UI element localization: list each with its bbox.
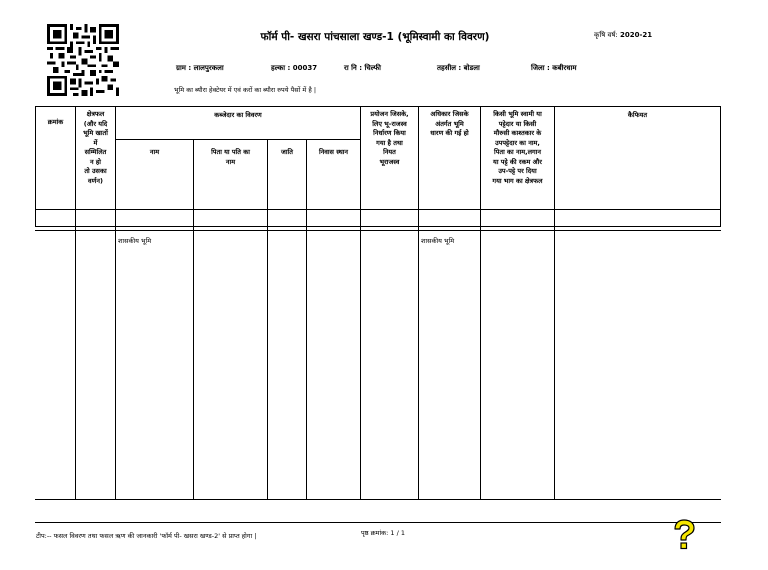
col-header-line: में bbox=[93, 138, 98, 147]
col-header-line: गया है तथा bbox=[376, 138, 403, 147]
col-header-father-name bbox=[194, 148, 267, 167]
col-header-line: लिए भू-राजस्व bbox=[372, 119, 407, 128]
table-col-line bbox=[115, 106, 116, 500]
col-header-area bbox=[76, 110, 115, 186]
col-header-line: निर्धारण किया bbox=[373, 129, 406, 137]
col-header-line: प्रयोजन जिसके, bbox=[370, 110, 409, 118]
page-number: पृष्ठ क्रमांक: 1 / 1 bbox=[361, 529, 405, 537]
table-header-bottom bbox=[35, 209, 721, 210]
col-header-line: उपपट्टेदार का नाम, bbox=[495, 138, 540, 147]
col-header-right-held bbox=[419, 110, 480, 139]
col-header-name: नाम bbox=[149, 148, 160, 156]
col-header-line: किसी भूमि स्वामी या bbox=[493, 110, 542, 118]
col-header-purpose bbox=[361, 110, 418, 167]
table-row-line bbox=[35, 230, 721, 231]
col-header-occupant-group: कब्जेदार का विवरण bbox=[214, 111, 262, 119]
col-header-line: सम्मिलित bbox=[84, 148, 107, 156]
col-header-line: मौरुसी काश्तकार के bbox=[493, 129, 542, 137]
col-header-line: या पट्टे की रकम और bbox=[493, 157, 542, 166]
village-field: ग्राम : लालपुरकला bbox=[176, 64, 224, 72]
col-header-line: गया भाग का क्षेत्रफल bbox=[492, 176, 543, 185]
col-header-line: धारण की गई हो bbox=[430, 129, 469, 137]
revenue-inspector-field: रा नि : चिल्फी bbox=[344, 64, 381, 72]
table-col-line bbox=[720, 106, 721, 226]
halka-field: हल्का : 00037 bbox=[271, 64, 318, 72]
table-subheader-line bbox=[115, 139, 360, 140]
table-col-line bbox=[418, 106, 419, 500]
col-header-line: पिता का नाम,लगान bbox=[494, 148, 541, 156]
table-col-line bbox=[554, 106, 555, 500]
unit-note: भूमि का ब्यौरा हेक्टेयर में एवं करों का ब्यौरा रुपये पैसों में है | bbox=[174, 86, 317, 94]
tahsil-field: तहसील : बोडला bbox=[437, 64, 480, 72]
col-header-serial: क्रमांक bbox=[47, 118, 64, 126]
table-col-line bbox=[267, 139, 268, 500]
col-header-line: अधिकार जिसके bbox=[430, 110, 469, 118]
row1-name-cell: शासकीय भूमि bbox=[118, 237, 152, 245]
col-header-caste: जाति bbox=[281, 148, 293, 156]
table-col-line bbox=[193, 139, 194, 500]
form-title: फॉर्म पी- खसरा पांचसाला खण्ड-1 (भूमिस्वामी का विवरण) bbox=[260, 31, 490, 43]
agri-year bbox=[594, 31, 652, 40]
col-header-line: उप-पट्टे पर दिया bbox=[498, 167, 537, 175]
col-header-line: नियत bbox=[383, 148, 396, 156]
col-header-tenant-details bbox=[481, 110, 554, 186]
row1-right-held-cell: शासकीय भूमि bbox=[421, 237, 455, 245]
col-header-remarks: कैफियत bbox=[627, 111, 648, 119]
col-header-line: भूमि खातों bbox=[83, 129, 108, 137]
table-col-line bbox=[306, 139, 307, 500]
footer-divider bbox=[35, 522, 721, 523]
col-header-line: तो उसका bbox=[84, 167, 107, 175]
col-header-line: भूराजस्व bbox=[379, 157, 400, 166]
col-header-line: न हो bbox=[89, 157, 101, 166]
col-header-line: क्षेत्रफल bbox=[86, 110, 105, 118]
help-icon[interactable] bbox=[671, 519, 697, 551]
table-border-top bbox=[35, 106, 721, 107]
table-border-bottom bbox=[35, 499, 721, 500]
col-header-line: वर्णन) bbox=[88, 176, 103, 185]
agri-year-value: 2020-21 bbox=[620, 31, 653, 39]
table-row-line bbox=[35, 226, 721, 227]
col-header-line: पिता या पति का bbox=[211, 148, 250, 156]
col-header-line: पट्टेदार या किसी bbox=[498, 119, 537, 128]
col-header-line: अंतर्गत भूमि bbox=[435, 119, 464, 128]
col-header-residence: निवास स्थान bbox=[318, 148, 349, 156]
agri-year-label: कृषि वर्ष: bbox=[594, 31, 618, 39]
col-header-line: नाम bbox=[225, 157, 236, 166]
district-field: जिला : कबीरधाम bbox=[531, 64, 577, 72]
footer-tip: टीप:-- फसल विवरण तथा फसल ऋण की जानकारी 'फॉर्म पी- खसरा खण्ड-2' से प्राप्त होगा | bbox=[36, 532, 257, 540]
qr-code-icon bbox=[47, 24, 119, 96]
col-header-line: (और यदि bbox=[83, 119, 108, 128]
